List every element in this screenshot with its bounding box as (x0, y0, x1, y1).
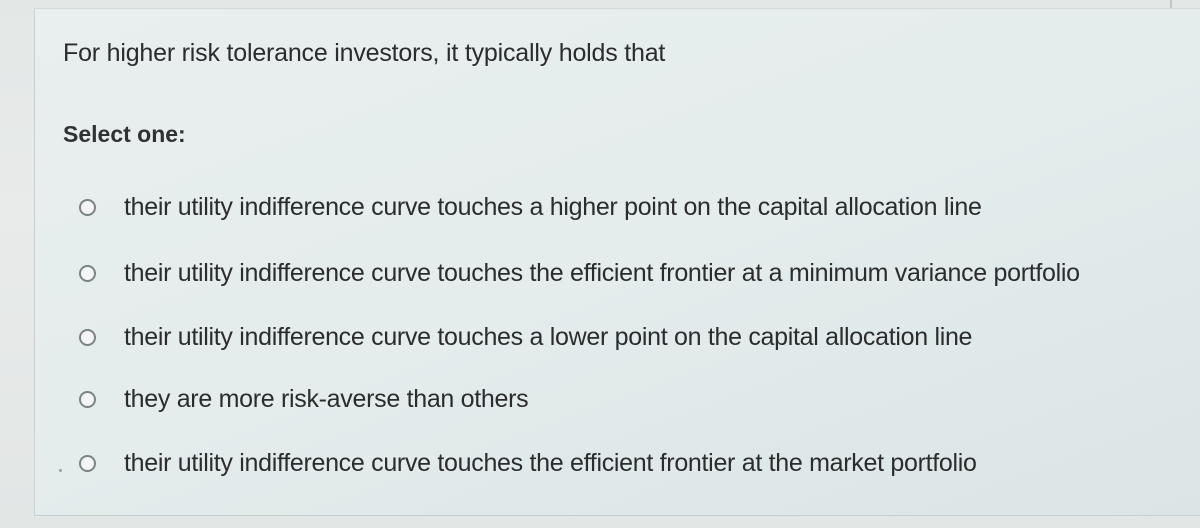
answer-options (79, 175, 1080, 495)
answer-option-3[interactable] (79, 305, 1080, 369)
answer-option-5[interactable] (79, 431, 1080, 495)
answer-option-label: their utility indifference curve touches the efficient frontier at the market portfolio (124, 448, 977, 477)
radio-button-icon[interactable] (79, 265, 96, 282)
answer-option-2[interactable] (79, 241, 1080, 305)
radio-button-icon[interactable] (79, 455, 96, 472)
radio-button-icon[interactable] (79, 329, 96, 346)
answer-option-label: their utility indifference curve touches a lower point on the capital allocation line (124, 322, 973, 351)
radio-button-icon[interactable] (79, 199, 96, 216)
answer-option-label: their utility indifference curve touches the efficient frontier at a minimum variance portfolio (124, 258, 1080, 287)
select-one-label: Select one: (63, 121, 186, 147)
radio-button-icon[interactable] (79, 391, 96, 408)
flag-dot (59, 469, 62, 472)
answer-option-label: they are more risk-averse than others (124, 384, 529, 413)
question-card (34, 8, 1200, 516)
answer-option-4[interactable] (79, 367, 1080, 431)
answer-option-1[interactable] (79, 175, 1080, 239)
question-text: For higher risk tolerance investors, it typically holds that (63, 39, 666, 67)
answer-option-label: their utility indifference curve touches a higher point on the capital allocation line (124, 192, 982, 221)
